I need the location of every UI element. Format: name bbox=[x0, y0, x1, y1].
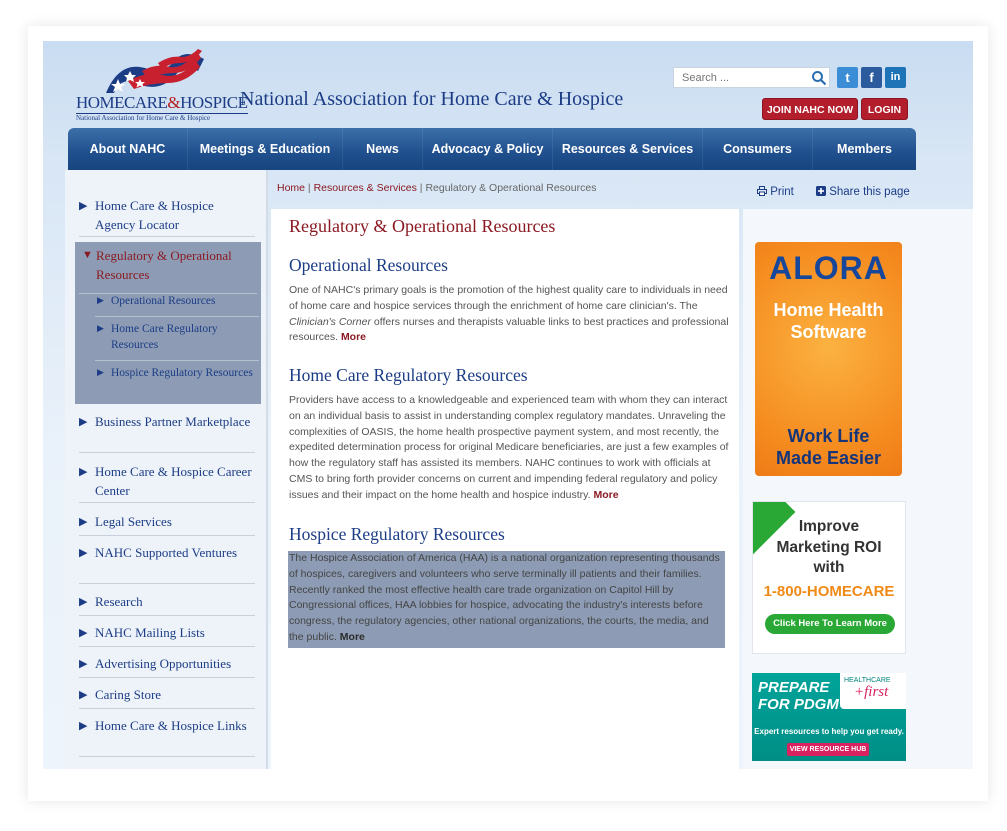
triangle-right-icon: ▶ bbox=[79, 720, 88, 732]
search-box bbox=[673, 67, 830, 88]
view-resource-hub-button[interactable]: VIEW RESOURCE HUB bbox=[787, 743, 869, 756]
section-title-operational: Operational Resources bbox=[289, 255, 448, 275]
sidebar-sub-hospice[interactable]: ▶ Hospice Regulatory Resources bbox=[97, 367, 253, 379]
more-link-hospice[interactable]: More bbox=[339, 630, 365, 643]
more-link-operational[interactable]: More bbox=[340, 331, 367, 344]
share-link[interactable]: Share this page bbox=[816, 186, 910, 198]
sidebar-sub-home-care[interactable]: ▶ Home Care Regulatory Resources bbox=[95, 321, 259, 361]
search-icon[interactable] bbox=[811, 70, 827, 86]
sidebar-item-research[interactable]: ▶ Research bbox=[79, 592, 255, 616]
triangle-right-icon: ▶ bbox=[79, 689, 88, 701]
section-title-home-care: Home Care Regulatory Resources bbox=[289, 365, 528, 385]
pdgm-ad-headline: PREPARE FOR PDGM bbox=[758, 679, 839, 713]
sidebar-item-mailing-lists[interactable]: ▶ NAHC Mailing Lists bbox=[79, 623, 255, 647]
sidebar-item-ventures[interactable]: ▶ NAHC Supported Ventures bbox=[79, 543, 255, 584]
breadcrumb: Home | Resources & Services | Regulatory & Operational Resources bbox=[277, 182, 597, 194]
main-content bbox=[271, 209, 739, 769]
triangle-right-icon: ▶ bbox=[79, 658, 88, 670]
nav-consumers[interactable]: Consumers bbox=[703, 128, 813, 170]
sidebar-item-career-center[interactable]: ▶ Home Care & Hospice Career Center bbox=[79, 462, 255, 503]
healthcare-first-logo: HEALTHCARE +first bbox=[840, 673, 906, 709]
breadcrumb-current: Regulatory & Operational Resources bbox=[425, 182, 597, 194]
alora-tagline-top: Home Health Software bbox=[773, 300, 884, 342]
twitter-icon[interactable]: t bbox=[837, 67, 858, 88]
sidebar-item-business-partner[interactable]: ▶ Business Partner Marketplace bbox=[79, 412, 255, 453]
sidebar-active-group bbox=[75, 242, 261, 404]
breadcrumb-section[interactable]: Resources & Services bbox=[313, 182, 417, 194]
sidebar-item-agency-locator[interactable]: ▶ Home Care & Hospice Agency Locator bbox=[79, 196, 255, 237]
nav-members[interactable]: Members bbox=[837, 142, 892, 156]
site-title: National Association for Home Care & Hospice bbox=[240, 88, 624, 110]
sidebar-item-links[interactable]: ▶ Home Care & Hospice Links bbox=[79, 716, 255, 757]
marketing-roi-ad[interactable] bbox=[752, 501, 906, 654]
printer-icon bbox=[757, 186, 767, 196]
nav-advocacy[interactable]: Advocacy & Policy bbox=[423, 128, 553, 170]
section-title-hospice: Hospice Regulatory Resources bbox=[289, 524, 505, 544]
search-input[interactable] bbox=[674, 69, 804, 88]
breadcrumb-home[interactable]: Home bbox=[277, 182, 306, 194]
section-text-hospice: The Hospice Association of America (HAA) is a national organization representing thousands of hospices, caregivers and volunteers who serve terminally ill patients and their families. Recently ranked the most effective health care trade organization on Capitol Hill by Congressional offices, HAA lobbies for hospice, advocating the industry's interests before congress, the regulatory agencies, other national organizations, the courts, the media, and the public. More bbox=[288, 551, 725, 648]
triangle-right-icon: ▶ bbox=[79, 547, 88, 559]
sidebar-item-caring-store[interactable]: ▶ Caring Store bbox=[79, 685, 255, 709]
login-button[interactable]: LOGIN bbox=[861, 98, 908, 120]
marketing-ad-phone: 1-800-HOMECARE bbox=[763, 583, 895, 600]
nav-news[interactable]: News bbox=[343, 128, 423, 170]
join-button[interactable]: JOIN NAHC NOW bbox=[762, 98, 858, 120]
sidebar-item-legal[interactable]: ▶ Legal Services bbox=[79, 512, 255, 536]
site-logo[interactable] bbox=[76, 49, 248, 122]
triangle-right-icon: ▶ bbox=[79, 596, 88, 608]
logo-subtitle: National Association for Home Care & Hospice bbox=[76, 114, 211, 122]
marketing-ad-cta-button[interactable]: Click Here To Learn More bbox=[765, 614, 895, 634]
alora-ad[interactable] bbox=[755, 242, 902, 476]
facebook-icon[interactable]: f bbox=[861, 67, 882, 88]
nav-resources[interactable]: Resources & Services bbox=[553, 128, 703, 170]
triangle-right-icon: ▶ bbox=[97, 367, 104, 377]
marketing-ad-headline: Improve Marketing ROI with bbox=[776, 518, 882, 576]
sidebar-item-regulatory[interactable]: ▼ Regulatory & Operational Resources bbox=[79, 246, 257, 294]
triangle-right-icon: ▶ bbox=[79, 466, 88, 478]
triangle-right-icon: ▶ bbox=[97, 323, 104, 333]
alora-tagline-bottom: Work Life Made Easier bbox=[775, 426, 882, 468]
sidebar-sub-operational[interactable]: ▶ Operational Resources bbox=[95, 293, 259, 317]
flag-logo-icon bbox=[106, 49, 206, 93]
more-link-home-care[interactable]: More bbox=[593, 488, 619, 501]
sidebar-item-advertising[interactable]: ▶ Advertising Opportunities bbox=[79, 654, 255, 678]
linkedin-icon[interactable]: in bbox=[885, 67, 906, 88]
triangle-right-icon: ▶ bbox=[79, 516, 88, 528]
sidebar bbox=[65, 170, 268, 769]
triangle-down-icon: ▼ bbox=[82, 249, 93, 261]
pdgm-ad-subtext: Expert resources to help you get ready. bbox=[754, 727, 904, 736]
ad-column bbox=[743, 209, 973, 769]
logo-wordmark: HOMECARE&HOSPICE bbox=[76, 93, 248, 112]
triangle-right-icon: ▶ bbox=[97, 295, 104, 305]
section-text-home-care: Providers have access to a knowledgeable and experienced team with whom they can interact on an individual basis to assist in understanding complex regulatory mandates. Unraveling the complexities of OASIS, the home health prospective payment system, and most recently, the expedited determination process for original Medicare beneficiaries, are just a few examples of how the regulatory staff has assisted its members. NAHC continues to work with officials at CMS to bring forth provider concerns on current and impending federal regulatory and policy issues and their impact on the home health and hospice industry. More bbox=[289, 394, 729, 501]
plus-square-icon bbox=[816, 186, 826, 196]
clinicians-corner-text: Clinician's Corner bbox=[289, 315, 371, 328]
nav-about[interactable]: About NAHC bbox=[68, 128, 188, 170]
section-text-operational: One of NAHC's primary goals is the promotion of the highest quality care to individuals in need of home care and hospice services through the enrichment of home care clinician's. The Clinician's Corner offers nurses and therapists valuable links to best practices and professional resources. More bbox=[289, 284, 729, 344]
page bbox=[43, 41, 973, 769]
triangle-right-icon: ▶ bbox=[79, 627, 88, 639]
triangle-right-icon: ▶ bbox=[79, 200, 88, 212]
page-title: Regulatory & Operational Resources bbox=[289, 216, 556, 236]
triangle-right-icon: ▶ bbox=[79, 416, 88, 428]
print-link[interactable]: Print bbox=[757, 186, 794, 198]
alora-brand: ALORA bbox=[769, 250, 888, 286]
nav-meetings[interactable]: Meetings & Education bbox=[188, 128, 343, 170]
pdgm-ad[interactable] bbox=[752, 673, 906, 761]
main-nav bbox=[68, 128, 916, 170]
